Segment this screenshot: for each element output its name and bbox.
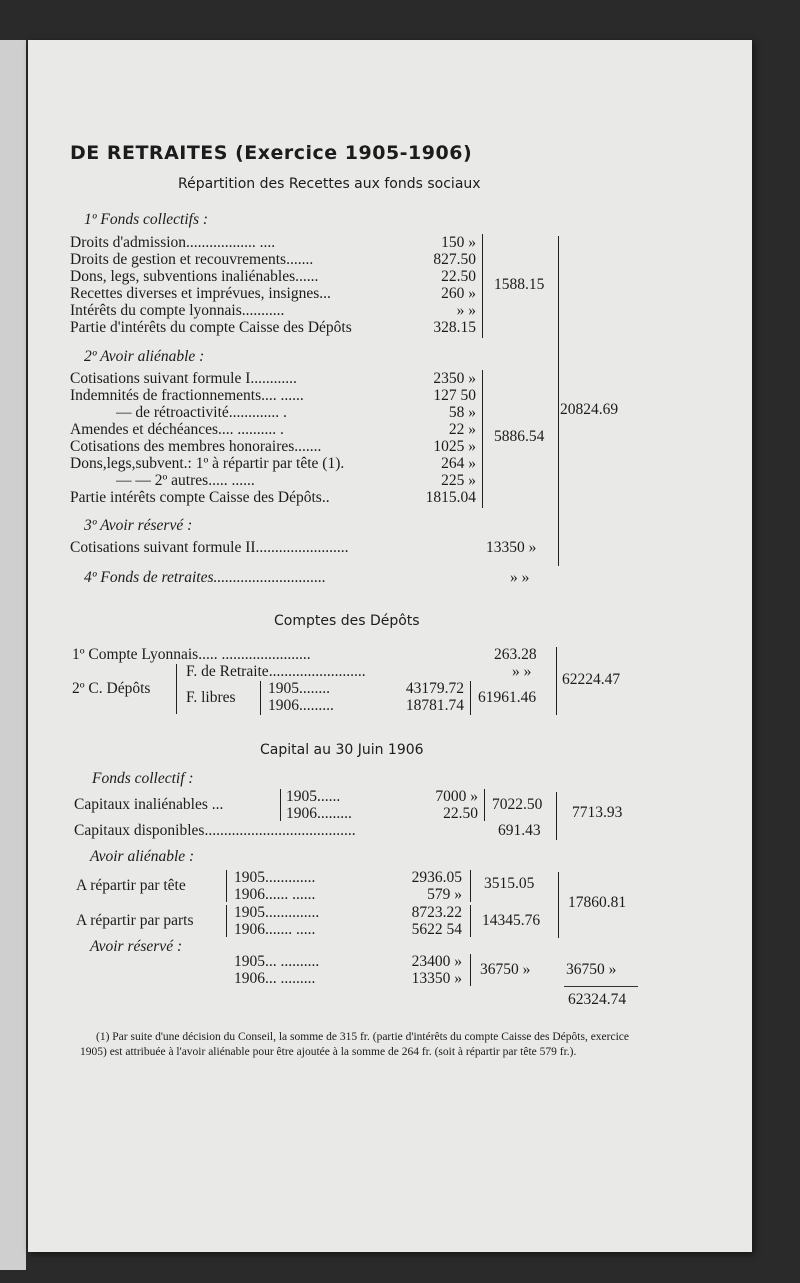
footnote: (1) Par suite d'une décision du Conseil, la somme de 315 fr. (partie d'intérêts du compte Caisse des Dépôts, exercice 1905) est attribuée à l'avoir aliénable pour être ajoutée à la somme de 264 fr. (soit à répartir par tête 579 fr.). (80, 1031, 630, 1058)
brace (226, 905, 227, 937)
row-label: 1º Compte Lyonnais..... ....................... (72, 647, 311, 663)
subtotal-fonds-collectifs: 1588.15 (494, 276, 545, 293)
row-amount: 1025 » (433, 438, 476, 455)
row-year: 1906....... ..... (234, 921, 316, 938)
row-amount: 827.50 (433, 251, 476, 268)
row-amount: 22 » (448, 421, 476, 438)
subtotal-avoir-alienable: 5886.54 (494, 428, 545, 445)
depots-heading: Comptes des Dépôts (274, 613, 420, 629)
tete-label: A répartir par tête (76, 877, 186, 894)
tete-total: 3515.05 (484, 875, 535, 892)
row-year: 1906... ......... (234, 970, 316, 987)
row-amount: 225 » (441, 472, 476, 489)
row-year: 1906......... (286, 805, 352, 822)
row-label: Recettes diverses et imprévues, insignes... (70, 286, 331, 302)
row-label: Cotisations suivant formule II........................ (70, 540, 349, 556)
section-avoir-reserve: 3º Avoir réservé : (84, 517, 193, 534)
row-label: Droits de gestion et recouvrements....... (70, 252, 314, 268)
recettes-total: 20824.69 (560, 401, 619, 418)
avoir-alienable-label: Avoir aliénable : (90, 848, 195, 865)
row-label: — — 2º autres..... ...... (116, 473, 255, 489)
row-label: Partie intérêts compte Caisse des Dépôts.. (70, 490, 330, 506)
row-amount: 58 » (448, 404, 476, 421)
brace (470, 870, 471, 902)
row-amount: 13350 » (411, 970, 462, 987)
inalienables-label: Capitaux inaliénables ... (74, 796, 224, 813)
row-year: 1905........ (268, 680, 330, 697)
brace (176, 664, 177, 714)
row-amount: 23400 » (411, 953, 462, 970)
page-title: DE RETRAITES (Exercice 1905-1906) (70, 142, 473, 164)
row-year: 1905... .......... (234, 953, 320, 970)
capital-grand-total: 62324.74 (568, 991, 627, 1008)
section-fonds-retraites: 4º Fonds de retraites............................. (84, 570, 326, 586)
row-amount: 5622 54 (411, 921, 462, 938)
f-libres-total: 61961.46 (478, 689, 537, 706)
row-label: Dons,legs,subvent.: 1º à répartir par tête (1). (70, 456, 345, 472)
row-label: Cotisations des membres honoraires....... (70, 439, 322, 455)
row-amount: 328.15 (433, 319, 476, 336)
row-amount: 2350 » (433, 370, 476, 387)
fonds-collectif-label: Fonds collectif : (92, 770, 194, 787)
row-amount: » » (510, 569, 530, 586)
row-amount: 2936.05 (411, 869, 462, 886)
sum-rule (564, 986, 638, 987)
brace (482, 370, 483, 508)
row-label: Droits d'admission.................. .... (70, 235, 276, 251)
row-label: Dons, legs, subventions inaliénables...... (70, 269, 319, 285)
row-amount: 8723.22 (411, 904, 462, 921)
brace (226, 870, 227, 902)
brace (556, 647, 557, 715)
disponibles-amount: 691.43 (498, 822, 541, 839)
row-year: 1905...... (286, 788, 341, 805)
row-amount: 264 » (441, 455, 476, 472)
row-label: Cotisations suivant formule I............ (70, 371, 297, 387)
row-label: Amendes et déchéances.... .......... . (70, 422, 284, 438)
brace (556, 792, 557, 840)
row-label: Indemnités de fractionnements.... ...... (70, 388, 304, 404)
collectif-total: 7713.93 (572, 804, 623, 821)
row-amount: » » (456, 302, 476, 319)
parts-label: A répartir par parts (76, 912, 194, 929)
row-amount: 127 50 (433, 387, 476, 404)
reserve-total-carried: 36750 » (566, 961, 617, 978)
brace (260, 681, 261, 715)
section-fonds-collectifs: 1º Fonds collectifs : (84, 211, 209, 228)
row-label: Intérêts du compte lyonnais........... (70, 303, 285, 319)
parts-total: 14345.76 (482, 912, 541, 929)
brace (482, 234, 483, 338)
row-amount: 13350 » (486, 539, 537, 556)
row-label: F. de Retraite......................... (186, 664, 366, 680)
avoir-reserve-label: Avoir réservé : (90, 938, 183, 955)
row-amount: 43179.72 (405, 680, 464, 697)
brace (280, 789, 281, 821)
brace (470, 681, 471, 715)
row-year: 1905.............. (234, 904, 320, 921)
row-amount: 579 » (427, 886, 462, 903)
capital-heading: Capital au 30 Juin 1906 (260, 742, 424, 758)
row-year: 1906...... ...... (234, 886, 316, 903)
row-amount: 260 » (441, 285, 476, 302)
row-amount: 22.50 (441, 268, 476, 285)
brace (470, 905, 471, 937)
row-label: Partie d'intérêts du compte Caisse des Dépôts (70, 320, 352, 336)
f-libres-label: F. libres (186, 689, 236, 706)
alienable-total: 17860.81 (568, 894, 627, 911)
row-amount: 1815.04 (425, 489, 476, 506)
depots-total: 62224.47 (562, 671, 621, 688)
brace (484, 789, 485, 821)
row-amount: 7000 » (435, 788, 478, 805)
brace (558, 236, 559, 566)
c-depots-label: 2º C. Dépôts (72, 680, 151, 697)
row-amount: 150 » (441, 234, 476, 251)
row-label: — de rétroactivité............. . (116, 405, 287, 421)
document-page (28, 40, 752, 1252)
disponibles-label: Capitaux disponibles....................................... (74, 823, 356, 839)
section-avoir-alienable: 2º Avoir aliénable : (84, 348, 205, 365)
recettes-heading: Répartition des Recettes aux fonds sociaux (178, 176, 481, 192)
adjacent-page-edge (0, 40, 26, 1270)
reserve-total: 36750 » (480, 961, 531, 978)
brace (470, 954, 471, 986)
row-amount: 18781.74 (405, 697, 464, 714)
inalienables-total: 7022.50 (492, 796, 543, 813)
row-amount: 22.50 (443, 805, 478, 822)
row-amount: 263.28 (494, 646, 537, 663)
row-year: 1905............. (234, 869, 316, 886)
row-year: 1906......... (268, 697, 334, 714)
row-amount: » » (512, 663, 532, 680)
brace (558, 872, 559, 938)
